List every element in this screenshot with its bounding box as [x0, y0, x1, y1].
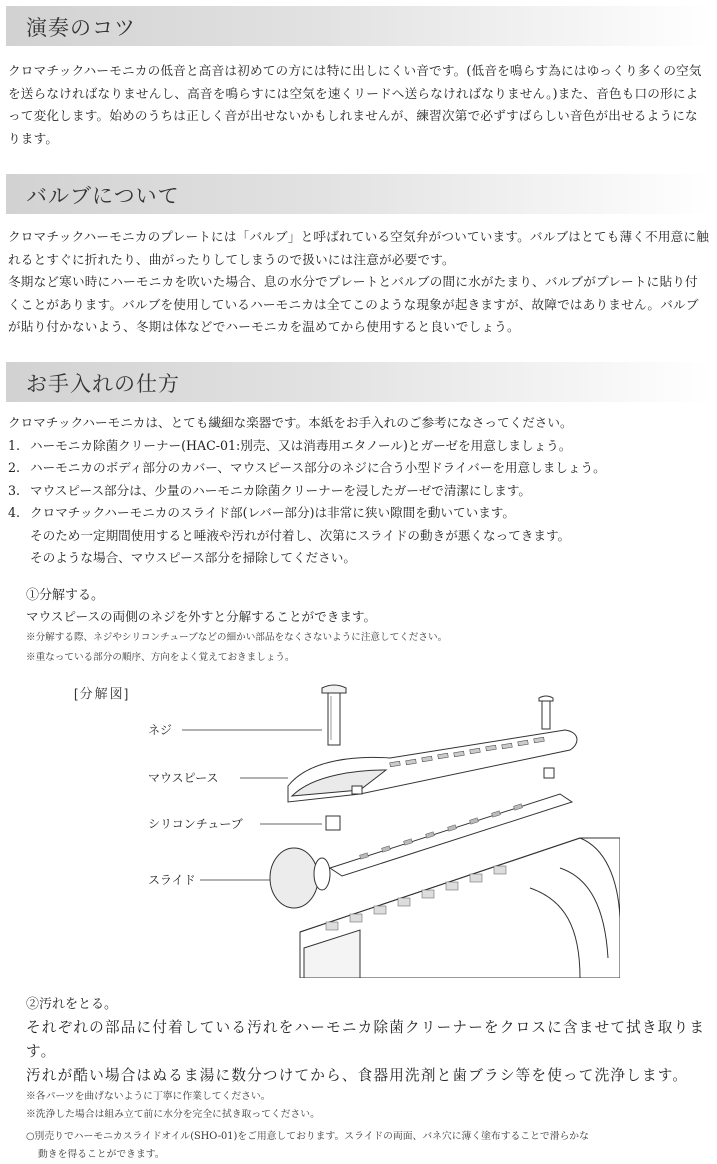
care-list — [8, 412, 710, 570]
screw-right — [539, 696, 553, 729]
list-item — [8, 457, 710, 480]
section-title: 演奏のコツ — [26, 16, 136, 40]
screw-left — [322, 685, 346, 745]
list-item — [8, 480, 710, 503]
list-continuation: そのような場合、マウスピース部分を掃除してください。 — [30, 550, 356, 565]
list-number: 1. — [8, 437, 21, 453]
silicone-tube-part — [326, 816, 340, 830]
label-tube: シリコンチューブ — [148, 817, 243, 831]
label-screw: ネジ — [148, 723, 173, 737]
oil-note-1: ○別売りでハーモニカスライドオイル(SHO-01)をご用意しております。スライドの両面、バネ穴に薄く塗布することで滑らかな — [26, 1131, 589, 1142]
step2-text-1: それぞれの部品に付着している汚れをハーモニカ除菌クリーナーをクロスに含ませて拭き取ります。 — [26, 1019, 706, 1060]
valve-paragraph — [8, 226, 710, 339]
list-text: クロマチックハーモニカのスライド部(レバー部分)は非常に狭い隙間を動いています。 — [30, 505, 515, 520]
list-continuation: そのため一定期間使用すると唾液や汚れが付着し、次第にスライドの動きが悪くなってきます。 — [30, 527, 571, 543]
step2-note-2: ※洗浄した場合は組み立て前に水分を完全に拭き取ってください。 — [26, 1109, 320, 1120]
tips-paragraph — [8, 60, 710, 150]
list-number: 4. — [8, 505, 21, 520]
care-intro: クロマチックハーモニカは、とても繊細な楽器です。本紙をお手入れのご参考になさってください。 — [8, 415, 573, 430]
exploded-diagram — [60, 678, 620, 978]
section-header-valve — [6, 174, 711, 214]
list-text: マウスピース部分は、少量のハーモニカ除菌クリーナーを浸したガーゼで清潔にします。 — [30, 482, 531, 498]
harmonica-exploded-illustration — [60, 678, 620, 978]
list-text: ハーモニカ除菌クリーナー(HAC-01:別売、又は消毒用エタノール)とガーゼを用意しましょう。 — [30, 437, 572, 453]
step2-note-1: ※各パーツを曲げないように丁寧に作業してください。 — [26, 1091, 271, 1102]
step1-note-2: ※重なっている部分の順序、方向をよく覚えておきましょう。 — [26, 652, 295, 663]
diagram-title: [分解図] — [74, 686, 131, 701]
section-header-tips — [6, 6, 711, 46]
label-mouthpiece: マウスピース — [148, 771, 219, 785]
list-item — [8, 435, 710, 458]
label-slide: スライド — [148, 873, 196, 887]
step1-note-1: ※分解する際、ネジやシリコンチューブなどの細かい部品をなくさないように注意してください。 — [26, 632, 448, 643]
tips-body: クロマチックハーモニカの低音と高音は初めての方には特に出しにくい音です。(低音を鳴らす為にはゆっくり多くの空気を送らなければなりませんし、高音を鳴らすには空気を速くリードへ送らなければなりません。)また、音色も口の形によって変化します。始めのうちは正しく音が出せないかもしれませんが、練習次第で必ずすばらしい音色が出せるようになります。 — [8, 63, 702, 146]
list-text: ハーモニカのボディ部分のカバー、マウスピース部分のネジに合う小型ドライバーを用意しましょう。 — [30, 460, 606, 475]
valve-body-1: クロマチックハーモニカのプレートには「バルブ」と呼ばれている空気弁がついています。バルブはとても薄く不用意に触れるとすぐに折れたり、曲がったりしてしまうので扱いには注意が必要です。 — [8, 229, 710, 267]
step2-block — [26, 994, 716, 1164]
list-item — [8, 502, 710, 525]
step1-title: ①分解する。 — [26, 588, 105, 603]
step2-text-2: 汚れが酷い場合はぬるま湯に数分つけてから、食器用洗剤と歯ブラシ等を使って洗浄します。 — [26, 1067, 689, 1084]
section-title: バルブについて — [26, 184, 180, 208]
step1-text: マウスピースの両側のネジを外すと分解することができます。 — [26, 609, 377, 624]
list-number: 3. — [8, 482, 21, 498]
step2-title: ②汚れをとる。 — [26, 997, 118, 1012]
oil-note-2: 動きを得ることができます。 — [38, 1149, 165, 1160]
section-title: お手入れの仕方 — [26, 372, 180, 396]
section-header-care — [6, 362, 711, 402]
list-number: 2. — [8, 460, 21, 475]
valve-body-2: 冬期など寒い時にハーモニカを吹いた場合、息の水分でプレートとバルブの間に水がたまり、バルブがプレートに貼り付くことがあります。バルブを使用しているハーモニカは全てこのような現象が起きますが、故障ではありません。バルブが貼り付かないよう、冬期は体などでハーモニカを温めてから使用すると良いでしょう。 — [8, 274, 699, 334]
harmonica-body — [300, 838, 620, 978]
